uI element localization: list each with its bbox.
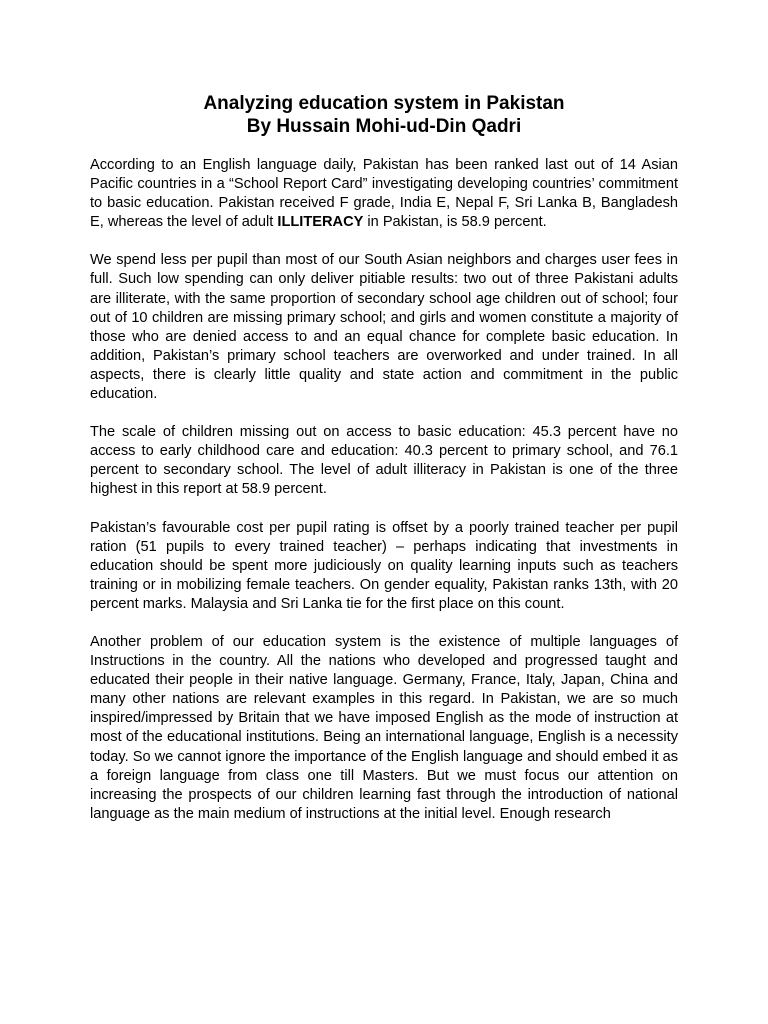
paragraph-1 [90, 156, 678, 232]
paragraph-4: Pakistan’s favourable cost per pupil rating is offset by a poorly trained teacher per pupil ration (51 pupils to every trained teacher) – perhaps indicating that investments in education should be spent more judiciously on quality learning inputs such as teachers training or in mobilizing female teachers. On gender equality, Pakistan ranks 13th, with 20 percent marks. Malaysia and Sri Lanka tie for the first place on this count. [90, 519, 678, 612]
paragraph-5: Another problem of our education system is the existence of multiple languages of Instructions in the country. All the nations who developed and progressed taught and educated their people in their native language. Germany, France, Italy, Japan, China and many other nations are relevant examples in this regard. In Pakistan, we are so much inspired/impressed by Britain that we have imposed English as the mode of instruction at most of the educational institutions. Being an international language, English is a necessity today. So we cannot ignore the importance of the English language and should embed it as a foreign language from class one till Masters. But we must focus our attention on increasing the prospects of our children learning fast through the introduction of national language as the main medium of instructions at the initial level. Enough research [90, 633, 678, 822]
title-line-1: Analyzing education system in Pakistan [203, 93, 565, 114]
illiteracy-emphasis: ILLITERACY [277, 214, 364, 231]
paragraph-1-text-start: According to an English language daily, Pakistan has been ranked last out of 14 Asian Pacific countries in a “School Report Card” investigating developing countries’ commitment to basic education. Pakistan received F grade, India E, Nepal F, Sri Lanka B, Bangladesh E, whereas the level of adult [90, 157, 678, 231]
paragraph-2: We spend less per pupil than most of our South Asian neighbors and charges user fees in full. Such low spending can only deliver pitiable results: two out of three Pakistani adults are illiterate, with the same proportion of secondary school age children out of school; four out of 10 children are missing primary school; and girls and women constitute a majority of those who are denied access to and an equal chance for complete basic education. In addition, Pakistan’s primary school teachers are overworked and under trained. In all aspects, there is clearly little quality and state action and commitment in the public education. [90, 252, 678, 403]
document-title [90, 92, 678, 138]
paragraph-1-text-end: in Pakistan, is 58.9 percent. [363, 214, 547, 231]
paragraph-3: The scale of children missing out on access to basic education: 45.3 percent have no access to early childhood care and education: 40.3 percent to primary school, and 76.1 percent to secondary school. The level of adult illiteracy in Pakistan is one of the three highest in this report at 58.9 percent. [90, 424, 678, 498]
title-author-line: By Hussain Mohi-ud-Din Qadri [246, 116, 522, 137]
